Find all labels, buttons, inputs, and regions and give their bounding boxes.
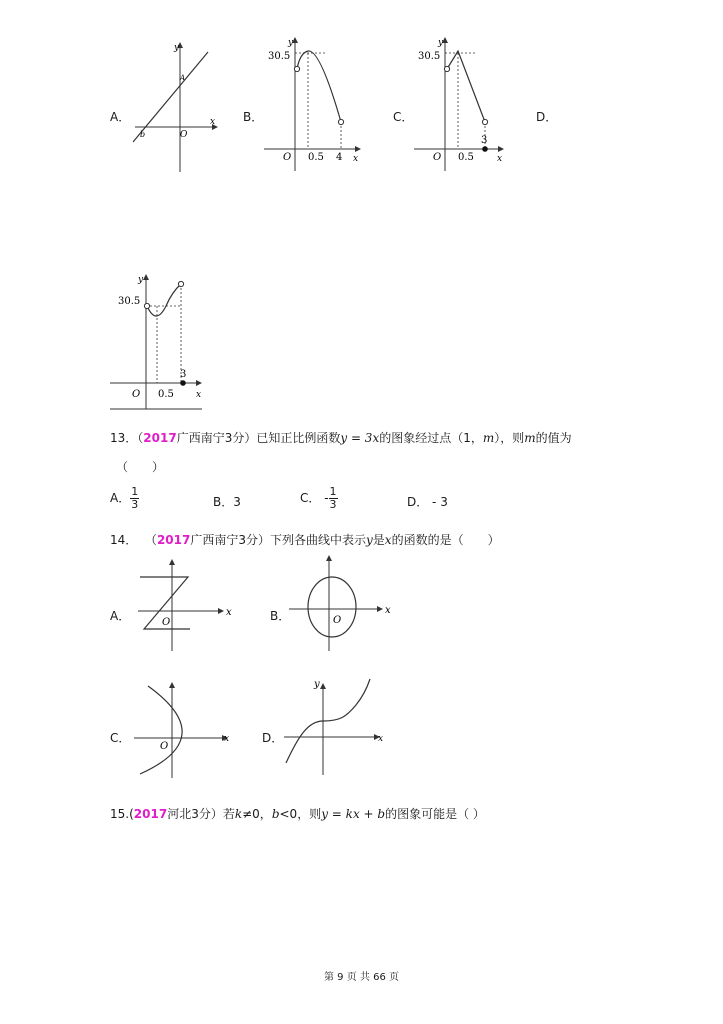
q15-number: 15.: [110, 807, 130, 821]
q12-d-origin-label: O: [132, 389, 141, 400]
q14-a-x-label: x: [226, 607, 232, 618]
q13-option-c-label: C． -: [300, 491, 329, 505]
q12-graph-a: [130, 40, 220, 175]
q13-stem-tail: 的值为: [535, 431, 572, 445]
q12-b-x1-label: 0.5: [308, 152, 324, 163]
q12-c-x1-label: 0.5: [458, 152, 474, 163]
q12-a-origin-label: O: [180, 130, 188, 140]
q12-d-x2-label: 3: [180, 369, 187, 380]
q12-a-x-label: x: [210, 117, 216, 127]
q13-var-m: m: [482, 431, 495, 445]
q14-stem-tail: 的函数的是（ ）: [391, 533, 500, 547]
q12-option-a-label: A．: [110, 110, 131, 124]
q12-d-y0-label: 30.5: [118, 296, 141, 307]
q13-option-d: D． - 3: [407, 495, 448, 509]
q13-option-c-fraction: [329, 486, 338, 511]
q13-c-numerator: 1: [329, 485, 337, 498]
q12-b-x2-label: 4: [336, 152, 343, 163]
q12-a-point-label: A: [180, 74, 186, 82]
page-footer: 第 9 页 共 66 页: [324, 972, 399, 983]
q15-stem: [110, 805, 485, 822]
q15-equation: y = kx + b: [321, 807, 386, 821]
q12-option-b-label: B．: [243, 110, 264, 124]
q15-condition-2: <0，则: [279, 807, 322, 821]
q14-d-x-label: x: [378, 734, 384, 744]
q13-option-a-label: A．: [110, 491, 131, 505]
q14-graph-c: [130, 678, 238, 780]
q13-answer-paren: （ ）: [116, 460, 165, 474]
q12-option-c-label: C．: [393, 110, 414, 124]
q12-b-x-label: x: [353, 154, 359, 164]
q12-d-y-label: y: [138, 275, 144, 285]
q14-source-text: 广西南宁3分）下列各曲线中表示: [190, 533, 366, 547]
q13-a-denominator: 3: [131, 498, 139, 511]
q14-option-d-label: D．: [262, 731, 284, 745]
q14-open-paren: （: [144, 533, 157, 547]
q12-b-y-label: y: [288, 38, 294, 48]
q14-var-x: x: [384, 533, 392, 547]
q14-a-origin-label: O: [162, 617, 171, 628]
q14-number: 14．: [110, 533, 138, 547]
q14-stem: [110, 531, 500, 548]
q14-stem-mid: 是: [372, 533, 385, 547]
q12-d-x1-label: 0.5: [158, 389, 174, 400]
q12-graph-c: [412, 35, 512, 175]
q13-equation: y = 3x: [340, 431, 380, 445]
q13-source-text: 广西南宁3分）已知正比例函数: [176, 431, 341, 445]
q12-c-y-label: y: [438, 38, 444, 48]
q13-option-a-fraction: [130, 486, 139, 511]
q13-option-c: [300, 486, 338, 511]
q15-condition-1: ≠0，: [242, 807, 272, 821]
q13-stem: [110, 429, 572, 446]
q15-var-k: k: [234, 807, 243, 821]
q15-stem-tail: 的图象可能是（ ）: [385, 807, 485, 821]
q12-a-b-label: b: [140, 130, 146, 139]
q14-source-year: 2017: [156, 533, 191, 547]
q13-number: 13．: [110, 431, 138, 445]
q12-b-origin-label: O: [283, 152, 292, 163]
q14-graph-a: [130, 555, 238, 653]
q13-option-b: B．3: [213, 495, 241, 509]
q13-c-denominator: 3: [329, 498, 337, 511]
q12-c-y0-label: 30.5: [418, 51, 441, 62]
q14-c-origin-label: O: [160, 741, 169, 752]
q13-stem-end: ），则: [494, 431, 525, 445]
q14-option-b-label: B．: [270, 609, 291, 623]
q12-graph-d: [110, 270, 210, 413]
q12-c-x2-label: 3: [481, 135, 488, 146]
q14-option-c-label: C．: [110, 731, 131, 745]
q13-a-numerator: 1: [131, 485, 139, 498]
q12-a-y-label: y: [174, 43, 180, 53]
q12-option-d-label: D．: [536, 110, 558, 124]
q14-graph-d: [278, 675, 388, 779]
q15-source-text: 河北3分）若: [167, 807, 235, 821]
q15-source-year: 2017: [133, 807, 168, 821]
q15-open-paren: (: [129, 807, 134, 821]
q13-option-a: [110, 486, 139, 511]
q14-c-x-label: x: [224, 734, 230, 744]
q14-var-y: y: [365, 533, 373, 547]
q14-d-y-label: y: [314, 679, 320, 690]
q14-b-origin-label: O: [333, 615, 342, 626]
q14-graph-b: [285, 555, 395, 653]
q13-stem-mid: 的图象经过点（1，: [379, 431, 483, 445]
q12-c-x-label: x: [497, 154, 503, 164]
q12-d-x-label: x: [196, 390, 202, 400]
q14-option-a-label: A．: [110, 609, 131, 623]
q13-var-m2: m: [524, 431, 536, 445]
q12-graph-b: [262, 35, 367, 175]
q13-open-paren: （: [137, 431, 144, 445]
q13-source-year: 2017: [143, 431, 177, 445]
q12-c-origin-label: O: [433, 152, 442, 163]
q15-var-b: b: [271, 807, 280, 821]
q12-b-y0-label: 30.5: [268, 51, 291, 62]
q14-b-x-label: x: [385, 605, 391, 616]
